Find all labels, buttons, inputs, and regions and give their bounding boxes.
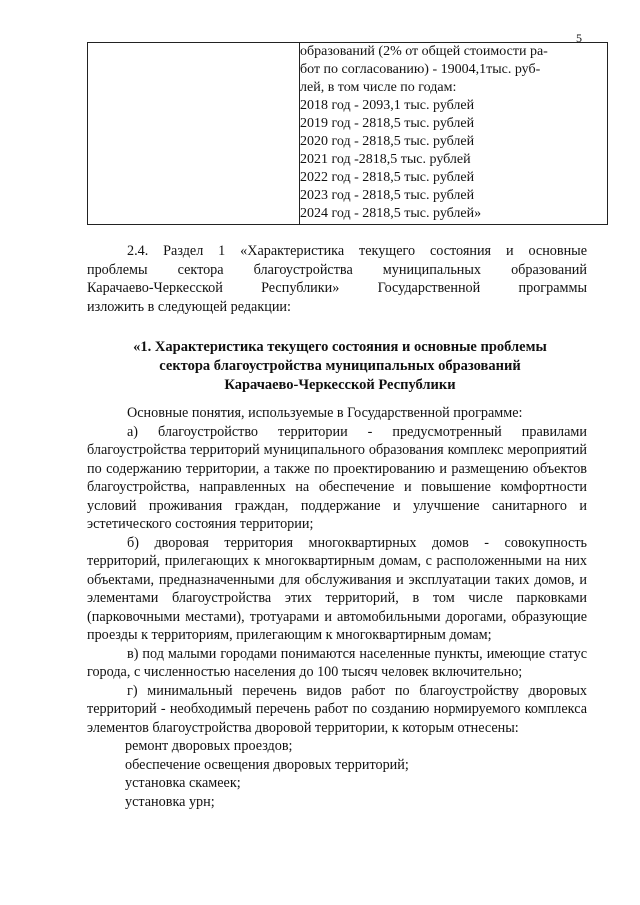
table-line: 2018 год - 2093,1 тыс. рублей (300, 98, 475, 113)
list-item: установка скамеек; (125, 775, 241, 791)
list-item: обеспечение освещения дворовых территорий; (125, 756, 409, 773)
definition-a: а) благоустройство территории - предусмотренный правилами благоустройства территорий муниципального образования комплекс мероприятий по содержанию территории, а также по проектированию и размещению объектов благоустройства, направленных на обеспечение и повышение комфортности условий проживания граждан, поддержание и улучшение санитарного и эстетического состояния территории; (87, 423, 587, 532)
program-table (87, 42, 608, 225)
list-item: ремонт дворовых проездов; (125, 738, 293, 754)
amendment-line: изложить в следующей редакции: (87, 298, 291, 315)
amendment-line: 2.4. Раздел 1 «Характеристика текущего состояния и основные (127, 243, 587, 259)
body-text (87, 404, 587, 811)
section-heading (100, 338, 580, 395)
list-item: установка урн; (125, 793, 215, 810)
table-line: бот по согласованию) - 19004,1тыс. руб- (300, 62, 541, 77)
table-line: 2020 год - 2818,5 тыс. рублей (300, 134, 475, 149)
definition-b: б) дворовая территория многоквартирных домов - совокупность территорий, прилегающих к многоквартирным домам, с расположенными на них объектами, предназначенными для обслуживания и эксплуатации таких домов, и элементами благоустройства этих территорий, в том числе парковками (парковочными местами), тротуарами и автомобильными дорогами, образующие проезды к территориям, прилегающим к многоквартирным домам; (87, 534, 587, 643)
table-row (88, 43, 608, 225)
table-line: 2021 год -2818,5 тыс. рублей (300, 152, 471, 167)
table-line: 2024 год - 2818,5 тыс. рублей» (300, 206, 482, 221)
heading-line: Карачаево-Черкесской Республики (224, 377, 456, 393)
table-line: 2019 год - 2818,5 тыс. рублей (300, 116, 475, 131)
heading-line: сектора благоустройства муниципальных образований (159, 358, 521, 374)
table-line: 2023 год - 2818,5 тыс. рублей (300, 188, 475, 203)
page-number: 5 (576, 31, 582, 45)
table-line: 2022 год - 2818,5 тыс. рублей (300, 170, 475, 185)
amendment-paragraph (87, 242, 587, 316)
amendment-line: проблемы сектора благоустройства муниципальных образований (87, 261, 587, 278)
table-line: лей, в том числе по годам: (300, 80, 457, 95)
heading-line: «1. Характеристика текущего состояния и основные проблемы (133, 339, 547, 355)
table-cell-empty (88, 43, 300, 225)
table-line: образований (2% от общей стоимости ра- (300, 44, 548, 59)
amendment-line: Карачаево-Черкесской Республики» Государственной программы (87, 280, 587, 296)
table-cell-funding (300, 43, 608, 225)
definition-g: г) минимальный перечень видов работ по благоустройству дворовых территорий - необходимый перечень работ по созданию нормируемого комплекса элементов благоустройства дворовой территории, к которым отнесены: (87, 682, 587, 736)
intro-paragraph: Основные понятия, используемые в Государственной программе: (127, 405, 523, 421)
definition-v: в) под малыми городами понимаются населенные пункты, имеющие статус города, с численностью населения до 100 тысяч человек включительно; (87, 645, 587, 680)
